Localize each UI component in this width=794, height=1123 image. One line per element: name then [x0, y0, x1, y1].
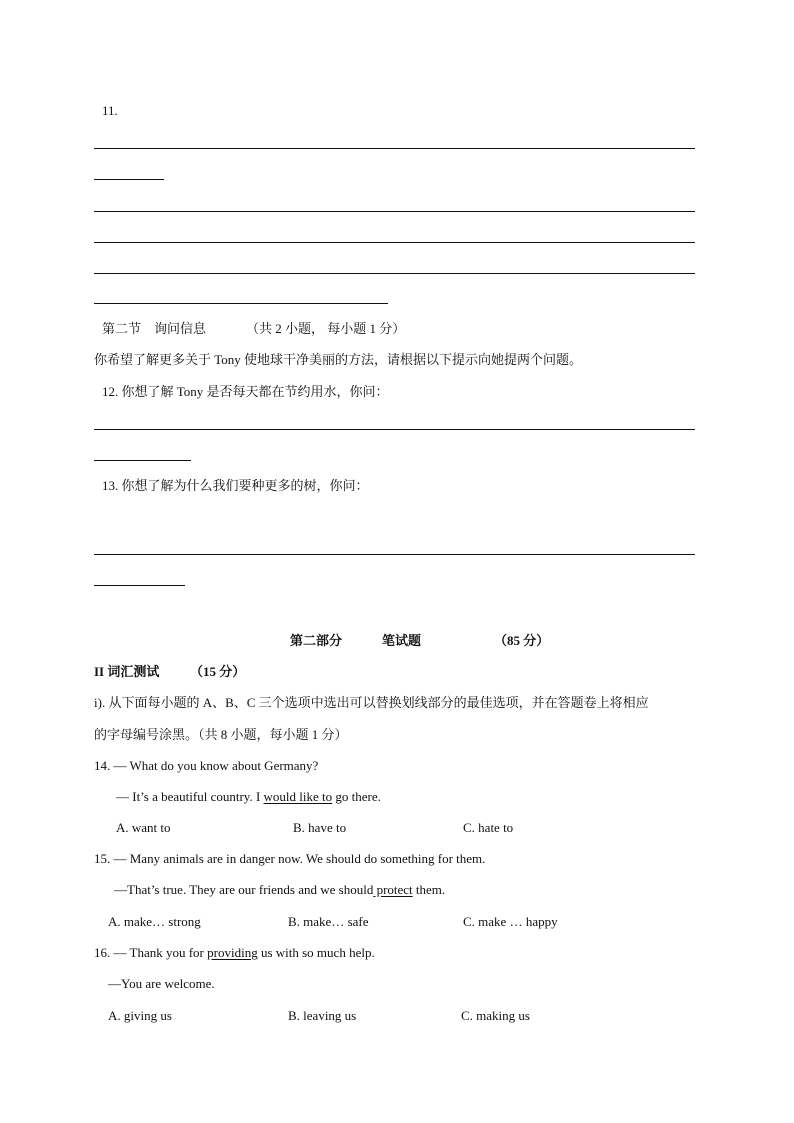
q16-stem-post: us with so much help.	[257, 945, 375, 960]
answer-line[interactable]	[94, 211, 695, 212]
q16-option-a[interactable]: A. giving us	[108, 1008, 172, 1023]
q12-text: 12. 你想了解 Tony 是否每天都在节约用水，你问：	[102, 384, 389, 399]
q15-option-c[interactable]: C. make … happy	[463, 914, 558, 929]
section-heading: 第二节 询问信息	[102, 321, 207, 336]
q16-reply: —You are welcome.	[108, 976, 215, 991]
q15-underlined-phrase: protect	[373, 882, 413, 897]
answer-line[interactable]	[94, 460, 191, 461]
q11-label: 11.	[102, 103, 118, 118]
q16-underlined-word: providing	[207, 945, 258, 960]
vocab-score: （15 分）	[190, 664, 246, 679]
q15-stem: 15. — Many animals are in danger now. We should do something for them.	[94, 851, 486, 866]
q14-underlined-phrase: would like to	[263, 789, 333, 804]
instruction-line-1: i). 从下面每小题的 A、B、C 三个选项中选出可以替换划线部分的最佳选项，并在答题卷上将相应	[94, 695, 649, 710]
q14-reply-pre: — It’s a beautiful country. I	[116, 789, 264, 804]
q15-option-b[interactable]: B. make… safe	[288, 914, 369, 929]
part-score: （85 分）	[494, 633, 550, 648]
q15-reply-pre: —That’s true. They are our friends and we should	[114, 882, 374, 897]
q13-text: 13. 你想了解为什么我们要种更多的树，你问：	[102, 478, 369, 493]
answer-line[interactable]	[94, 585, 185, 586]
q14-reply-post: go there.	[332, 789, 381, 804]
q16-stem	[94, 945, 375, 961]
answer-line[interactable]	[94, 303, 388, 304]
q14-option-b[interactable]: B. have to	[293, 820, 347, 835]
instruction-line-2: 的字母编号涂黑。（共 8 小题，每小题 1 分）	[94, 727, 348, 742]
answer-line[interactable]	[94, 148, 695, 149]
q16-stem-pre: 16. — Thank you for	[94, 945, 208, 960]
part-title: 第二部分	[290, 633, 343, 648]
answer-line[interactable]	[94, 242, 695, 243]
q14-option-c[interactable]: C. hate to	[463, 820, 514, 835]
vocab-title: II 词汇测试	[94, 664, 160, 679]
q15-option-a[interactable]: A. make… strong	[108, 914, 201, 929]
section-instruction: 你希望了解更多关于 Tony 使地球干净美丽的方法，请根据以下提示向她提两个问题。	[94, 352, 583, 367]
answer-line[interactable]	[94, 273, 695, 274]
answer-line[interactable]	[94, 554, 695, 555]
answer-line[interactable]	[94, 429, 695, 430]
answer-line[interactable]	[94, 179, 164, 180]
section-points: （共 2 小题， 每小题 1 分）	[246, 321, 406, 336]
q14-option-a[interactable]: A. want to	[116, 820, 171, 835]
q16-option-b[interactable]: B. leaving us	[288, 1008, 357, 1023]
q14-stem: 14. — What do you know about Germany?	[94, 758, 319, 773]
q16-option-c[interactable]: C. making us	[461, 1008, 530, 1023]
q15-reply-post: them.	[412, 882, 446, 897]
q14-reply	[116, 789, 381, 805]
part-subtitle: 笔试题	[382, 633, 422, 648]
q15-reply	[114, 882, 445, 898]
